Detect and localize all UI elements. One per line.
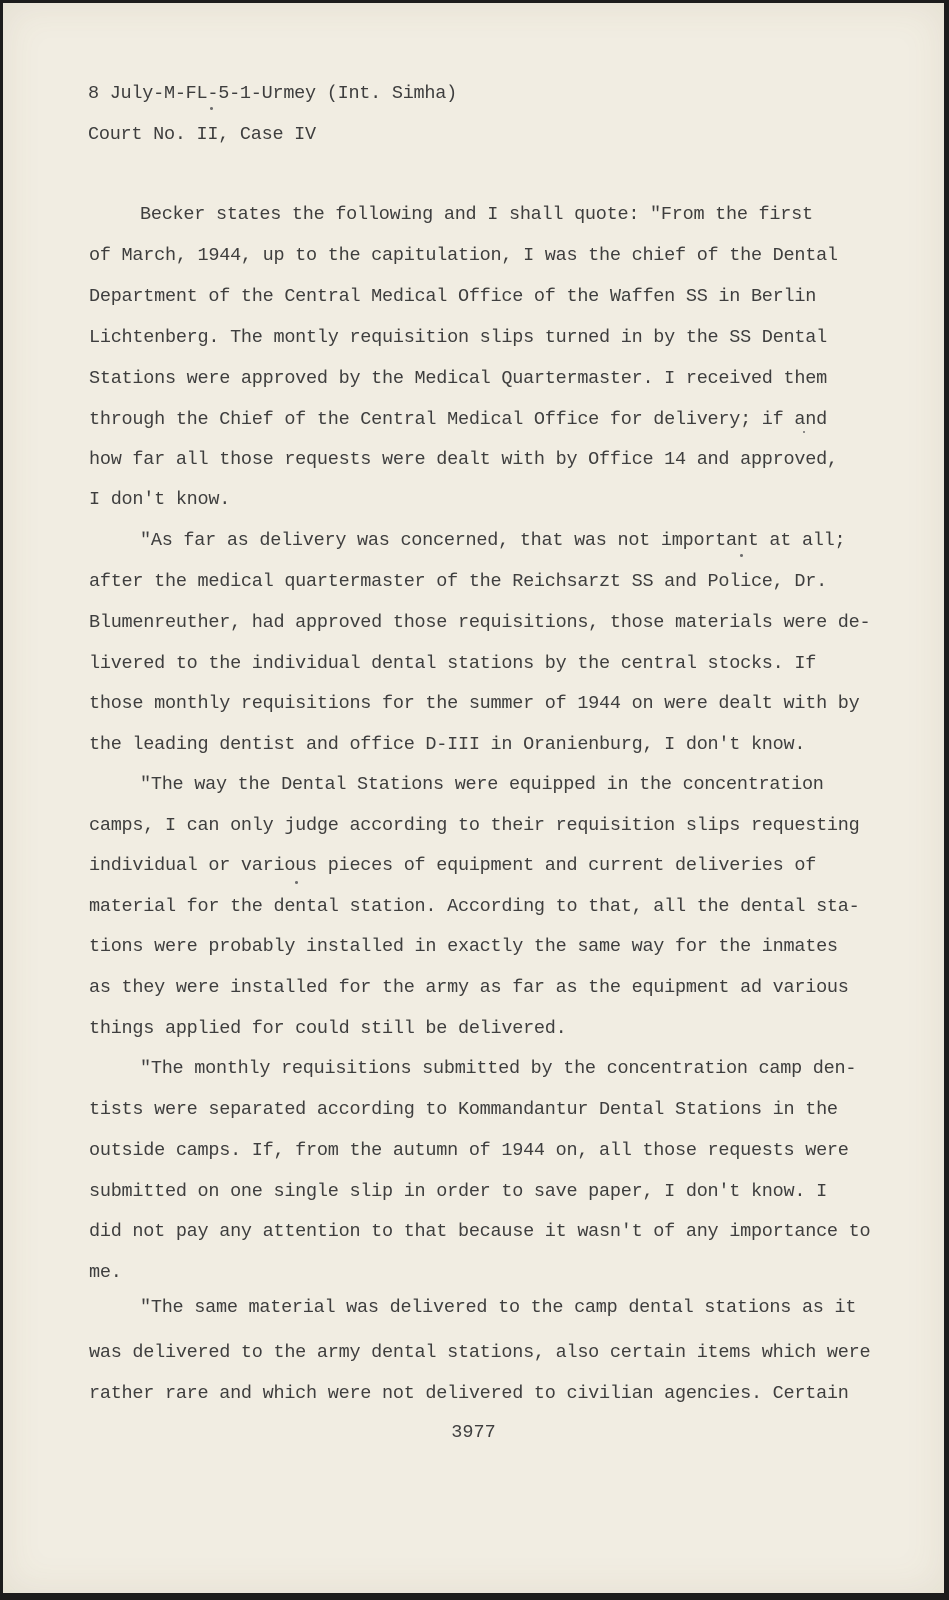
body-line: camps, I can only judge according to their requisition slips requesting [89,815,860,836]
document-page [3,3,944,1593]
body-line: Stations were approved by the Medical Quartermaster. I received them [89,368,827,389]
body-line: things applied for could still be delivered. [89,1018,567,1039]
paper-speck [740,554,743,557]
body-line: tists were separated according to Kommandantur Dental Stations in the [89,1099,838,1120]
header-case-reference: 8 July-M-FL-5-1-Urmey (Int. Simha) [88,83,457,104]
body-line: "The same material was delivered to the camp dental stations as it [140,1297,857,1318]
body-line: was delivered to the army dental stations, also certain items which were [89,1342,871,1363]
body-line: me. [89,1262,122,1283]
body-line: rather rare and which were not delivered to civilian agencies. Certain [89,1383,849,1404]
body-line: through the Chief of the Central Medical Office for delivery; if and [89,409,827,430]
body-line: individual or various pieces of equipment and current deliveries of [89,855,817,876]
page-number: 3977 [451,1422,496,1443]
paper-speck [295,881,298,884]
body-line: "As far as delivery was concerned, that was not important at all; [140,530,846,551]
body-line: submitted on one single slip in order to save paper, I don't know. I [89,1181,827,1202]
body-line: did not pay any attention to that because it wasn't of any importance to [89,1221,871,1242]
body-line: outside camps. If, from the autumn of 1944 on, all those requests were [89,1140,849,1161]
body-line: livered to the individual dental stations by the central stocks. If [89,653,817,674]
body-line: the leading dentist and office D-III in Oranienburg, I don't know. [89,734,806,755]
body-line: I don't know. [89,489,231,510]
body-line: Becker states the following and I shall quote: "From the first [140,204,813,225]
body-line: of March, 1944, up to the capitulation, I was the chief of the Dental [89,245,838,266]
body-line: "The monthly requisitions submitted by the concentration camp den- [140,1058,857,1079]
body-line: tions were probably installed in exactly the same way for the inmates [89,936,838,957]
paper-speck [210,107,213,110]
header-court-case: Court No. II, Case IV [88,124,316,145]
body-line: after the medical quartermaster of the Reichsarzt SS and Police, Dr. [89,571,827,592]
body-line: how far all those requests were dealt with by Office 14 and approved, [89,449,838,470]
body-line: as they were installed for the army as far as the equipment ad various [89,977,849,998]
body-line: Lichtenberg. The montly requisition slips turned in by the SS Dental [89,327,827,348]
paper-speck [803,431,805,433]
body-line: material for the dental station. According to that, all the dental sta- [89,896,860,917]
body-line: Department of the Central Medical Office of the Waffen SS in Berlin [89,286,817,307]
body-line: "The way the Dental Stations were equipped in the concentration [140,774,824,795]
body-line: Blumenreuther, had approved those requisitions, those materials were de- [89,612,871,633]
body-line: those monthly requisitions for the summer of 1944 on were dealt with by [89,693,860,714]
